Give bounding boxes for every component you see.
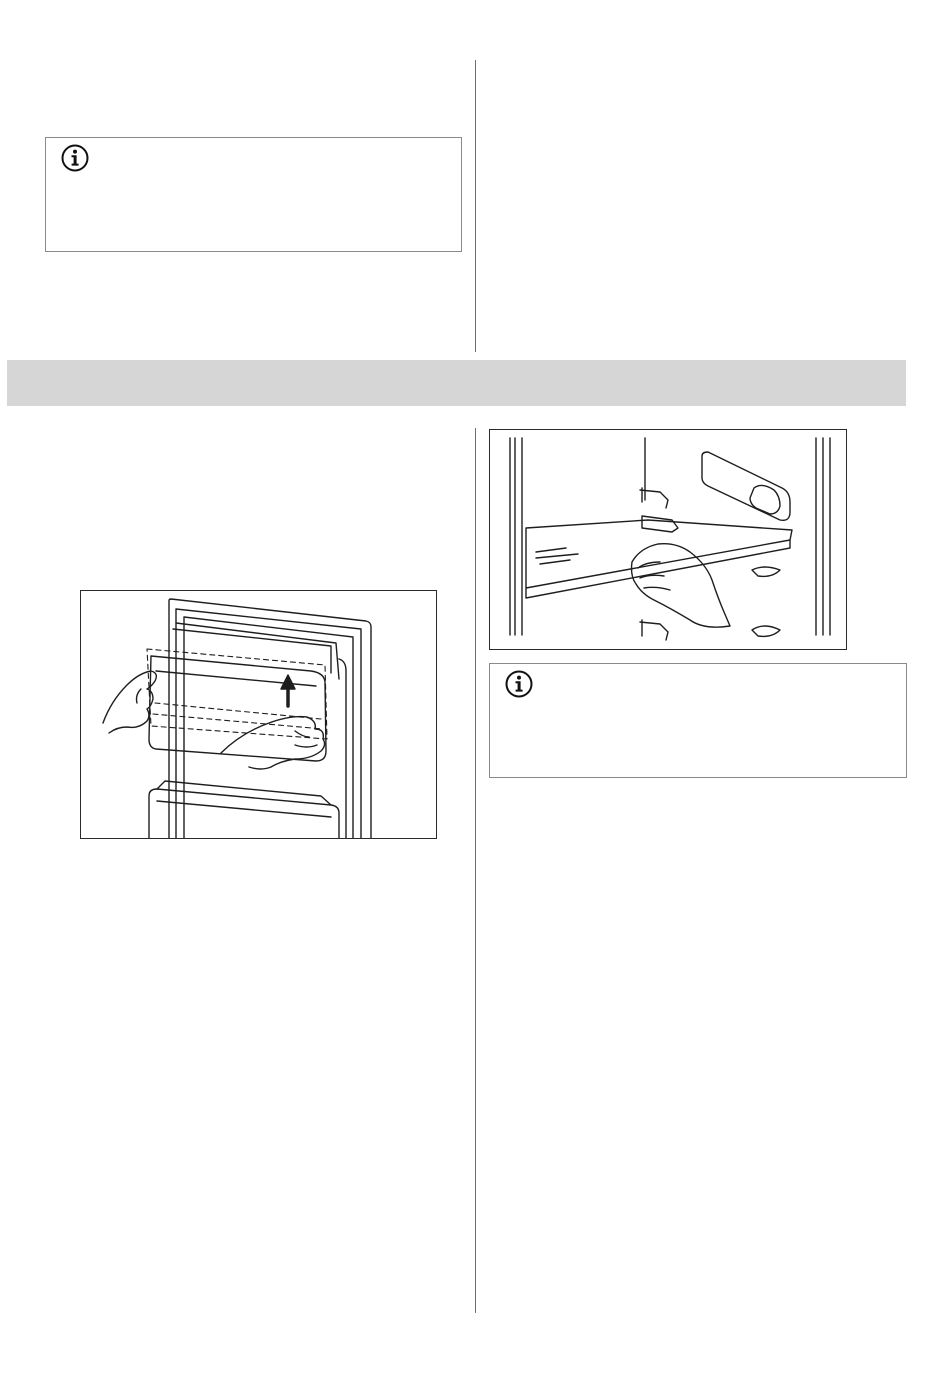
column-divider-top	[475, 60, 476, 352]
glass-shelf-figure	[489, 429, 847, 650]
glass-shelf-removal-illustration	[490, 430, 846, 649]
column-divider-bottom	[475, 428, 476, 1313]
info-note-top	[45, 137, 462, 252]
door-balcony-figure	[80, 590, 437, 839]
info-icon	[60, 143, 90, 173]
info-icon	[504, 669, 534, 699]
info-note-right	[489, 663, 907, 778]
door-balcony-removal-illustration	[81, 591, 436, 838]
section-header-band	[7, 360, 906, 406]
